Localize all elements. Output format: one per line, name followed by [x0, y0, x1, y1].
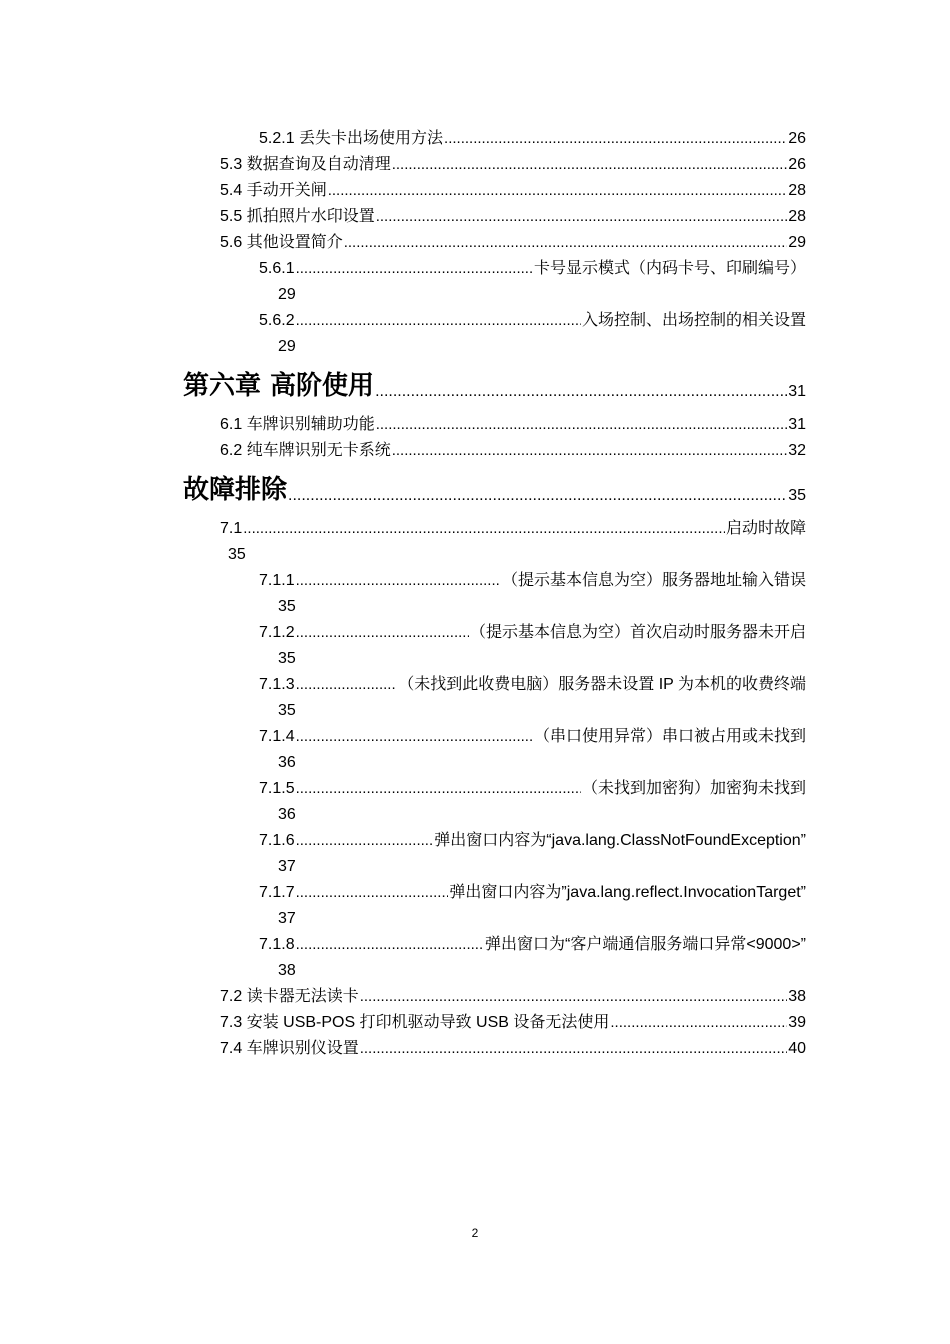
toc-entry-number: 7.1.2: [259, 624, 295, 641]
toc-entry-title: 入场控制、出场控制的相关设置: [581, 312, 806, 329]
toc-entry-title: 弹出窗口内容为“java.lang.ClassNotFoundException”: [434, 832, 806, 849]
toc-leader-dots: [296, 778, 581, 800]
toc-entry[interactable]: [220, 1038, 806, 1060]
toc-entry-title: （未找到加密狗）加密狗未找到: [581, 780, 806, 797]
toc-entry-title: 5.3 数据查询及自动清理: [220, 156, 391, 173]
toc-entry[interactable]: [220, 154, 806, 176]
toc-entry-page: 29: [788, 234, 806, 251]
toc-entry[interactable]: [259, 258, 806, 280]
toc-entry[interactable]: [220, 986, 806, 1008]
toc-entry-title: 卡号显示模式（内码卡号、印刷编号）: [533, 260, 806, 277]
toc-leader-dots: [296, 934, 484, 956]
toc-entry-page: 37: [278, 858, 296, 875]
toc-leader-dots: [328, 180, 788, 202]
toc-entry[interactable]: [259, 674, 806, 696]
toc-entry-page: 39: [788, 1014, 806, 1031]
toc-entry[interactable]: [259, 726, 806, 748]
toc-entry[interactable]: [220, 440, 806, 462]
toc-entry-number: 7.1: [220, 520, 243, 537]
toc-leader-dots: [296, 570, 501, 592]
toc-entry-title: 5.5 抓拍照片水印设置: [220, 208, 375, 225]
toc-entry-page: 28: [788, 182, 806, 199]
toc-chapter-entry[interactable]: [183, 369, 806, 403]
toc-entry-page: 35: [278, 702, 296, 719]
toc-entry-number: 5.6.1: [259, 260, 295, 277]
toc-entry-title: 6.2 纯车牌识别无卡系统: [220, 442, 391, 459]
toc-chapter-entry[interactable]: [183, 473, 806, 507]
toc-entry-page: 38: [788, 988, 806, 1005]
toc-leader-dots: [375, 381, 787, 403]
toc-entry[interactable]: [259, 570, 806, 592]
toc-entry-page: 29: [278, 286, 296, 303]
toc-leader-dots: [392, 154, 788, 176]
toc-entry-title: （提示基本信息为空）首次启动时服务器未开启: [469, 624, 806, 641]
toc-entry-title: （串口使用异常）串口被占用或未找到: [533, 728, 806, 745]
toc-leader-dots: [610, 1012, 787, 1034]
toc-entry[interactable]: [220, 206, 806, 228]
toc-entry-title: 弹出窗口内容为”java.lang.reflect.InvocationTarget”: [449, 884, 806, 901]
toc-entry-page: 29: [278, 338, 296, 355]
toc-leader-dots: [243, 518, 725, 540]
toc-entry[interactable]: [220, 518, 806, 540]
toc-entry-page: 31: [788, 416, 806, 433]
toc-entry-number: 7.1.1: [259, 572, 295, 589]
toc-entry-title: 7.4 车牌识别仪设置: [220, 1040, 359, 1057]
toc-entry-title: 弹出窗口为“客户端通信服务端口异常<9000>”: [485, 936, 806, 953]
toc-entry-title: 5.2.1 丢失卡出场使用方法: [259, 130, 444, 147]
toc-entry[interactable]: [220, 414, 806, 436]
toc-entry-page: 37: [278, 910, 296, 927]
toc-entry-page: 38: [278, 962, 296, 979]
toc-entry-title: （提示基本信息为空）服务器地址输入错误: [501, 572, 806, 589]
toc-leader-dots: [376, 206, 788, 228]
toc-leader-dots: [296, 258, 533, 280]
toc-entry[interactable]: [220, 180, 806, 202]
page-number: 2: [471, 1226, 479, 1240]
toc-entry-title: 5.6 其他设置简介: [220, 234, 343, 251]
toc-entry-page: 31: [788, 383, 806, 400]
toc-entry-number: 5.6.2: [259, 312, 295, 329]
toc-entry-page: 36: [278, 754, 296, 771]
toc-entry[interactable]: [259, 622, 806, 644]
toc-entry[interactable]: [259, 882, 806, 904]
toc-entry-title: 5.4 手动开关闸: [220, 182, 327, 199]
toc-entry-page: 35: [278, 598, 296, 615]
toc-chapter-title: 故障排除: [183, 475, 288, 505]
toc-entry[interactable]: [259, 830, 806, 852]
toc-leader-dots: [392, 440, 788, 462]
toc-entry-title: 7.3 安装 USB-POS 打印机驱动导致 USB 设备无法使用: [220, 1014, 610, 1031]
toc-entry-title: 7.2 读卡器无法读卡: [220, 988, 359, 1005]
toc-leader-dots: [288, 485, 787, 507]
toc-entry-title: 启动时故障: [725, 520, 806, 537]
toc-chapter-title: 第六章 高阶使用: [183, 371, 375, 401]
toc-leader-dots: [296, 674, 398, 696]
toc-entry[interactable]: [259, 934, 806, 956]
toc-leader-dots: [296, 882, 449, 904]
toc-entry-number: 7.1.8: [259, 936, 295, 953]
toc-leader-dots: [360, 1038, 788, 1060]
toc-entry-page: 32: [788, 442, 806, 459]
toc-entry-number: 7.1.7: [259, 884, 295, 901]
toc-entry-page: 36: [278, 806, 296, 823]
toc-leader-dots: [296, 726, 533, 748]
toc-entry[interactable]: [259, 128, 806, 150]
toc-entry[interactable]: [220, 232, 806, 254]
toc-entry-page: 40: [788, 1040, 806, 1057]
toc-entry[interactable]: [259, 310, 806, 332]
toc-entry-title: 6.1 车牌识别辅助功能: [220, 416, 375, 433]
toc-leader-dots: [344, 232, 788, 254]
toc-entry[interactable]: [259, 778, 806, 800]
toc-entry-number: 7.1.5: [259, 780, 295, 797]
toc-leader-dots: [444, 128, 787, 150]
toc-leader-dots: [360, 986, 788, 1008]
toc-entry-title: （未找到此收费电脑）服务器未设置 IP 为本机的收费终端: [398, 676, 806, 693]
toc-leader-dots: [296, 830, 434, 852]
toc-entry-page: 35: [788, 487, 806, 504]
toc-leader-dots: [296, 622, 469, 644]
toc-entry-page: 26: [788, 156, 806, 173]
toc-entry[interactable]: [220, 1012, 806, 1034]
toc-leader-dots: [376, 414, 788, 436]
toc-entry-page: 35: [228, 546, 246, 563]
toc-entry-number: 7.1.6: [259, 832, 295, 849]
toc-entry-page: 35: [278, 650, 296, 667]
toc-entry-number: 7.1.3: [259, 676, 295, 693]
toc-entry-page: 28: [788, 208, 806, 225]
toc-entry-page: 26: [788, 130, 806, 147]
toc-leader-dots: [296, 310, 581, 332]
toc-entry-number: 7.1.4: [259, 728, 295, 745]
